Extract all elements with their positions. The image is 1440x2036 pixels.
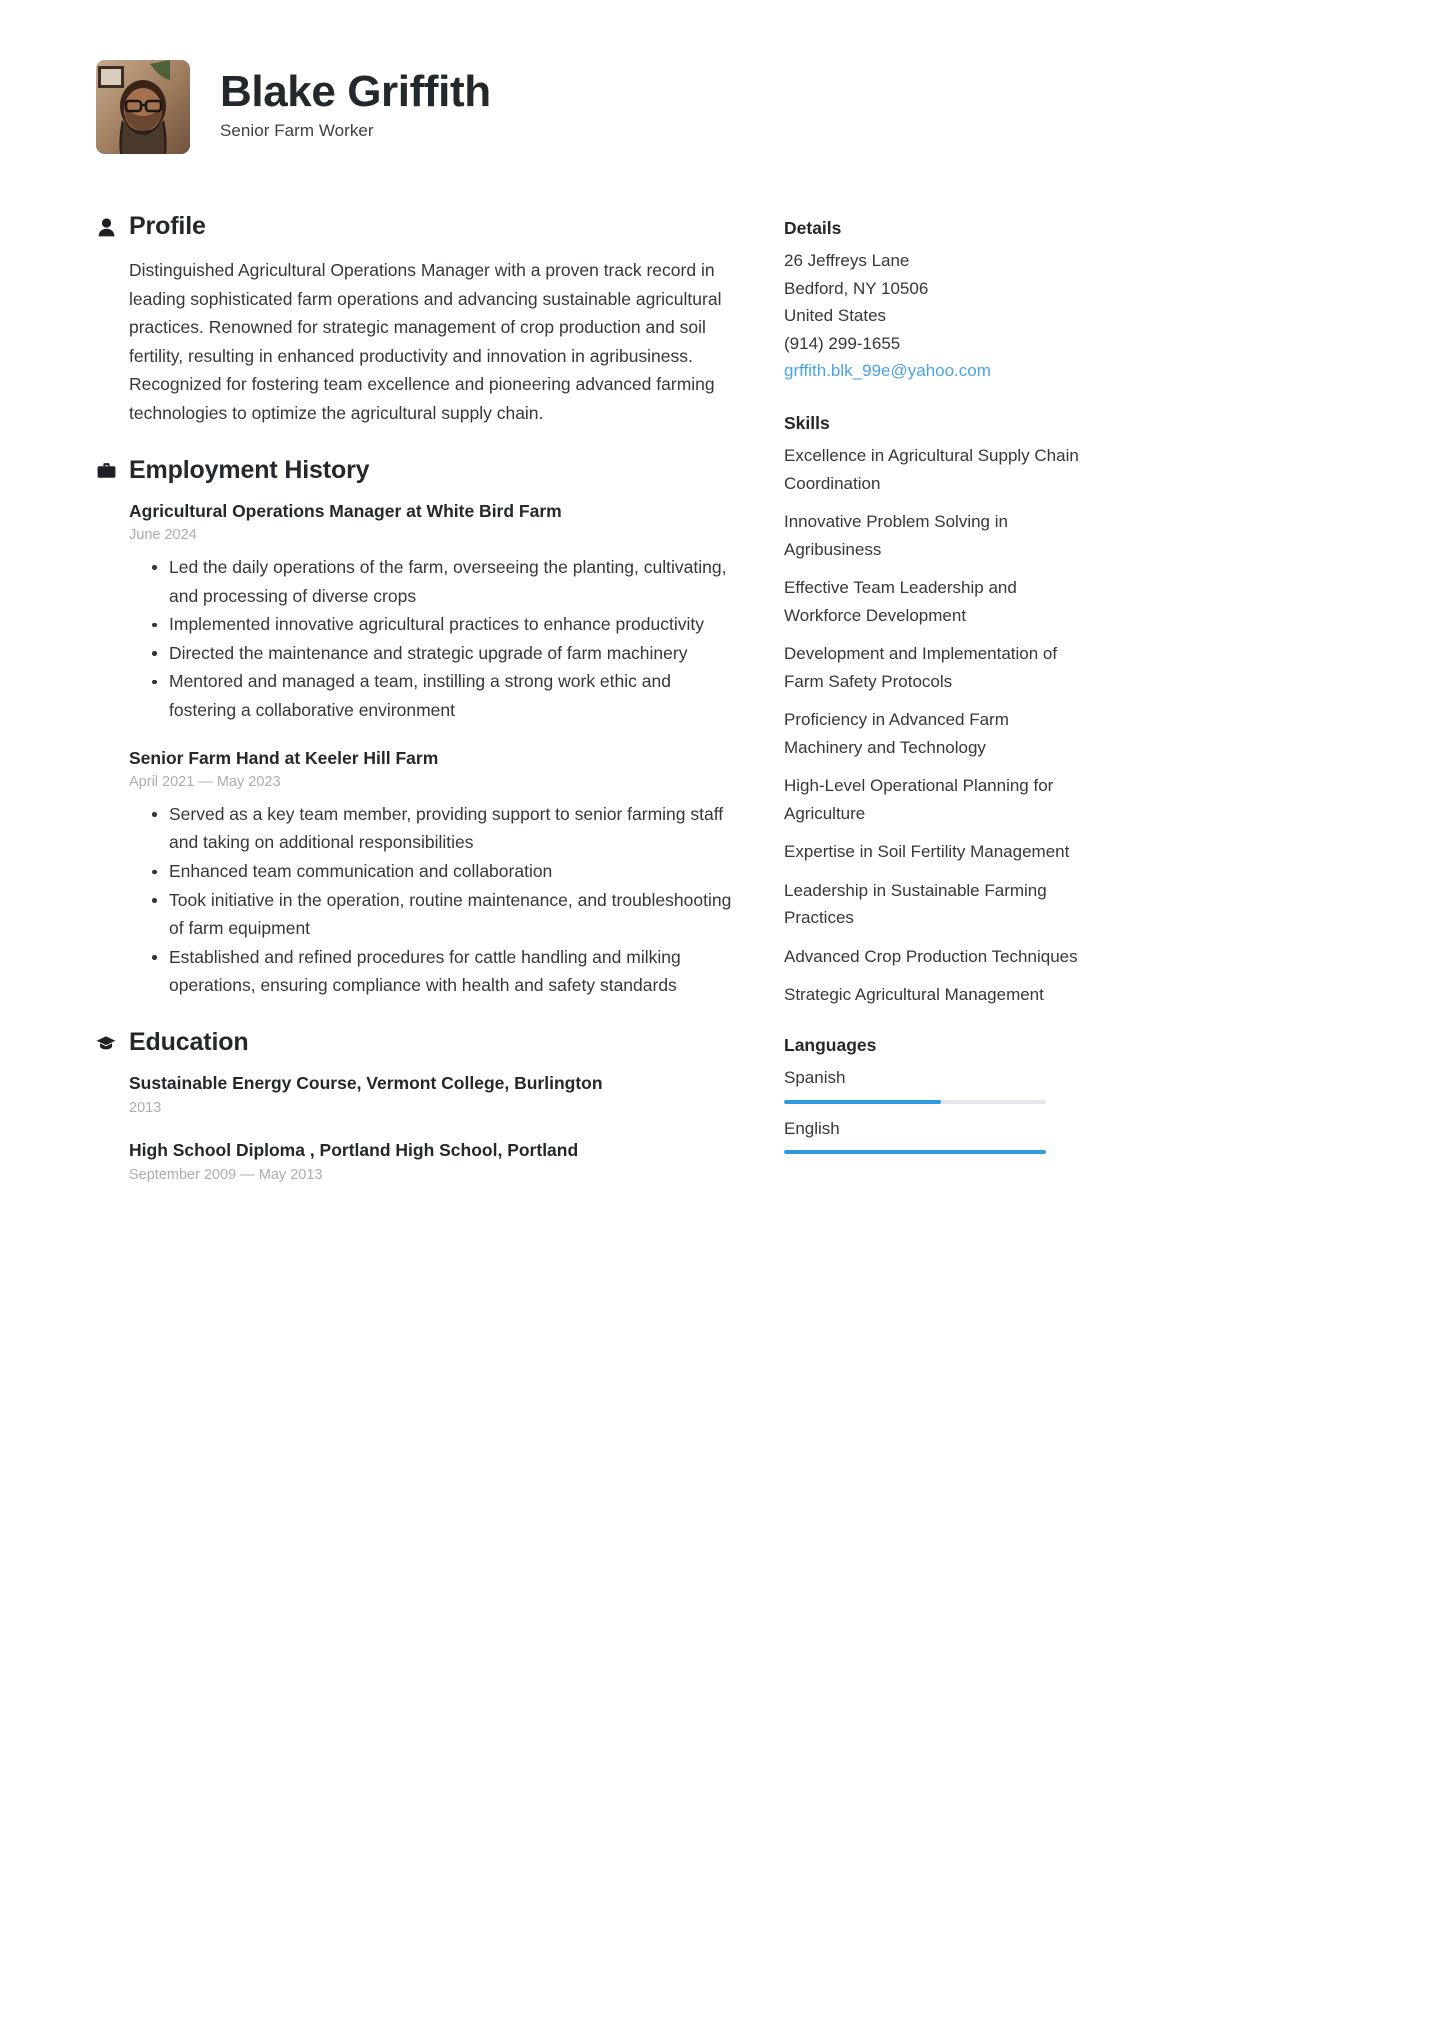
list-item: Led the daily operations of the farm, overseeing the planting, cultivating, and processing of diverse crops: [169, 553, 736, 610]
profile-text: Distinguished Agricultural Operations Manager with a proven track record in leading sophisticated farm operations and advancing sustainable agricultural practices. Renowned for strategic management of crop production and soil fertility, resulting in enhanced productivity and innovation in agribusiness. Recognized for fostering team excellence and pioneering advanced farming technologies to optimize the agricultural supply chain.: [129, 260, 722, 423]
person-icon: [96, 216, 116, 238]
list-item: Development and Implementation of Farm Safety Protocols: [784, 644, 1058, 691]
details-heading: Details: [784, 218, 842, 238]
list-item: Effective Team Leadership and Workforce Development: [784, 578, 1017, 625]
employment-bullets: [129, 800, 736, 1000]
details-address-line: 26 Jeffreys Lane: [784, 251, 910, 271]
employment-bullets: [129, 553, 736, 725]
education-body: [96, 1072, 736, 1187]
section-title: Education: [129, 1028, 249, 1057]
list-item: Mentored and managed a team, instilling a strong work ethic and fostering a collaborative environment: [169, 667, 736, 724]
language-name: Spanish: [784, 1068, 846, 1088]
list-item: Strategic Agricultural Management: [784, 985, 1044, 1005]
portrait-photo-icon: [96, 60, 190, 154]
page-title: Blake Griffith: [220, 66, 491, 116]
employment-entry-date: April 2021 — May 2023: [129, 774, 281, 791]
language-item: [784, 1064, 1092, 1104]
employment-entry-date: June 2024: [129, 527, 197, 544]
employment-entry: [129, 747, 736, 1001]
section-title: Profile: [129, 212, 206, 241]
list-item: Implemented innovative agricultural practices to enhance productivity: [169, 610, 736, 639]
section-profile: [96, 210, 736, 428]
details-city-line: Bedford, NY 10506: [784, 278, 929, 298]
list-item: Served as a key team member, providing support to senior farming staff and taking on additional responsibilities: [169, 800, 736, 857]
skills-heading: Skills: [784, 412, 830, 433]
section-education: [96, 1026, 736, 1187]
details-email-link[interactable]: grffith.blk_99e@yahoo.com: [784, 361, 991, 381]
employment-body: [96, 500, 736, 1000]
list-item: Took initiative in the operation, routine maintenance, and troubleshooting of farm equipment: [169, 886, 736, 943]
employment-entry-title: Senior Farm Hand at Keeler Hill Farm: [129, 747, 439, 768]
profile-body: [96, 256, 736, 428]
education-entry-title: Sustainable Energy Course, Vermont College, Burlington: [129, 1073, 603, 1094]
sidebar-block-details: [784, 216, 1092, 385]
language-level-fill: [784, 1100, 941, 1104]
list-item: Advanced Crop Production Techniques: [784, 946, 1078, 966]
list-item: Enhanced team communication and collaboration: [169, 857, 736, 886]
details-phone-line: (914) 299-1655: [784, 333, 901, 353]
details-country-line: United States: [784, 306, 887, 326]
sidebar-block-skills: [784, 411, 1092, 1009]
graduation-cap-icon: [96, 1032, 116, 1054]
briefcase-icon: [96, 460, 116, 482]
main-column: [96, 210, 736, 1207]
education-entry: [129, 1139, 736, 1186]
employment-heading: [96, 454, 736, 488]
sidebar: [784, 210, 1092, 1180]
language-name: English: [784, 1118, 840, 1138]
education-entry-date: 2013: [129, 1099, 162, 1116]
section-title: Employment History: [129, 455, 370, 484]
list-item: High-Level Operational Planning for Agriculture: [784, 776, 1054, 823]
sidebar-block-languages: [784, 1033, 1092, 1154]
profile-heading: [96, 210, 736, 244]
list-item: Innovative Problem Solving in Agribusiness: [784, 512, 1008, 559]
education-entry-date: September 2009 — May 2013: [129, 1167, 323, 1184]
education-entry-title: High School Diploma , Portland High School, Portland: [129, 1140, 579, 1161]
language-level-bar: [784, 1150, 1046, 1154]
section-employment: [96, 454, 736, 1000]
list-item: Excellence in Agricultural Supply Chain Coordination: [784, 446, 1079, 493]
languages-heading: Languages: [784, 1034, 877, 1055]
employment-entry-title: Agricultural Operations Manager at White Bird Farm: [129, 500, 562, 521]
avatar: [96, 60, 190, 154]
list-item: Established and refined procedures for cattle handling and milking operations, ensuring compliance with health and safety standards: [169, 943, 736, 1000]
employment-entry: [129, 500, 736, 725]
content-columns: [96, 210, 1362, 1207]
education-heading: [96, 1026, 736, 1060]
list-item: Proficiency in Advanced Farm Machinery and Technology: [784, 710, 1009, 757]
list-item: Leadership in Sustainable Farming Practices: [784, 880, 1047, 928]
language-item: [784, 1115, 1092, 1155]
language-level-bar: [784, 1100, 1046, 1104]
language-level-fill: [784, 1150, 1046, 1154]
name-block: [220, 66, 491, 146]
job-title: Senior Farm Worker: [220, 121, 374, 141]
education-entry: [129, 1072, 736, 1119]
list-item: Expertise in Soil Fertility Management: [784, 842, 1070, 862]
resume-header: [96, 52, 1362, 162]
list-item: Directed the maintenance and strategic upgrade of farm machinery: [169, 639, 736, 668]
